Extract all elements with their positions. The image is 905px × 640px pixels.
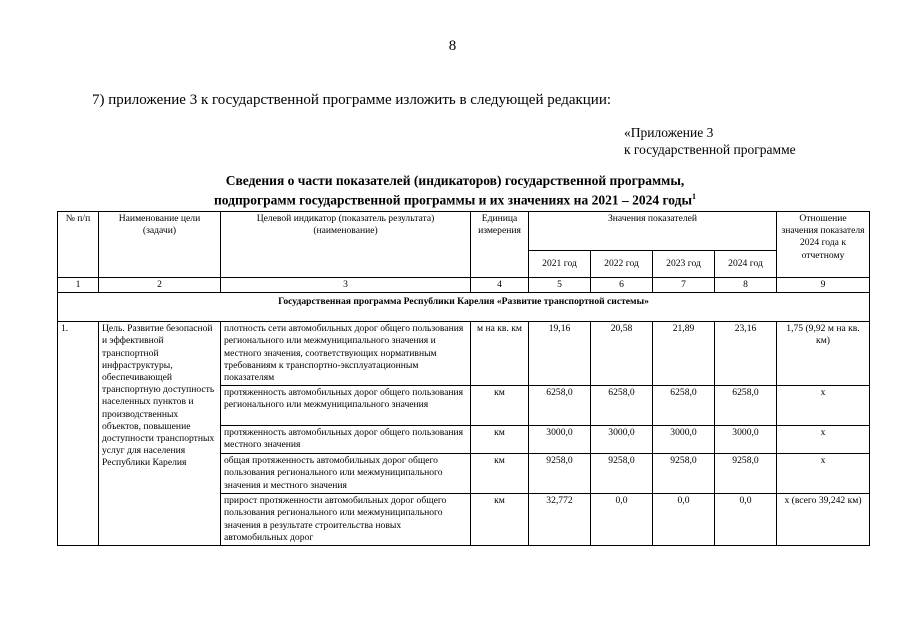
header-2024: 2024 год [715, 251, 777, 278]
header-row-1 [58, 212, 870, 251]
header-goal: Наименование цели (задачи) [99, 212, 221, 278]
goal-text: Цель. Развитие безопасной и эффективной транспортной инфраструктуры, обеспечивающей транспортную доступность населенных пунктов и производственных объектов, повышение доступности транспортных услуг для населения Республики Карелия [99, 322, 221, 546]
column-number: 2 [99, 278, 221, 293]
column-number: 9 [777, 278, 870, 293]
ratio-cell: х (всего 39,242 км) [777, 494, 870, 546]
unit-cell: м на кв. км [471, 322, 529, 386]
header-ratio: Отношение значения показателя 2024 года к отчетному [777, 212, 870, 278]
header-unit: Единица измерения [471, 212, 529, 278]
unit-cell: км [471, 386, 529, 426]
value-2021: 6258,0 [529, 386, 591, 426]
value-2023: 3000,0 [653, 426, 715, 454]
value-2021: 32,772 [529, 494, 591, 546]
table-title [60, 173, 850, 209]
table-title-line2-text: подпрограмм государственной программы и их значениях на 2021 – 2024 годы [214, 192, 692, 208]
value-2023: 21,89 [653, 322, 715, 386]
header-values: Значения показателей [529, 212, 777, 251]
ratio-cell: х [777, 386, 870, 426]
row-number: 1. [58, 322, 99, 546]
value-2021: 19,16 [529, 322, 591, 386]
column-numbers-row [58, 278, 870, 293]
table-title-line1: Сведения о части показателей (индикаторов) государственной программы, [225, 173, 685, 188]
column-number: 6 [591, 278, 653, 293]
column-number: 3 [221, 278, 471, 293]
value-2022: 9258,0 [591, 454, 653, 494]
page-number: 8 [448, 38, 457, 54]
value-2024: 9258,0 [715, 454, 777, 494]
column-number: 1 [58, 278, 99, 293]
footnote-mark: 1 [691, 192, 696, 201]
header-2021: 2021 год [529, 251, 591, 278]
appendix-label-line2: к государственной программе [624, 142, 796, 157]
value-2024: 0,0 [715, 494, 777, 546]
value-2021: 9258,0 [529, 454, 591, 494]
value-2022: 3000,0 [591, 426, 653, 454]
unit-cell: км [471, 454, 529, 494]
value-2022: 0,0 [591, 494, 653, 546]
unit-cell: км [471, 494, 529, 546]
header-2022: 2022 год [591, 251, 653, 278]
indicator-name: прирост протяженности автомобильных дорог общего пользования регионального или межмуниципального значения в результате строительства новых автомобильных дорог [221, 494, 471, 546]
indicator-name: протяженность автомобильных дорог общего пользования местного значения [221, 426, 471, 454]
indicators-table [57, 211, 870, 546]
header-2023: 2023 год [653, 251, 715, 278]
header-indicator: Целевой индикатор (показатель результата) (наименование) [221, 212, 471, 278]
value-2022: 20,58 [591, 322, 653, 386]
appendix-label-line1: «Приложение 3 [624, 125, 714, 140]
indicator-name: плотность сети автомобильных дорог общего пользования регионального или межмуниципального значения и местного значения, соответствующих нормативным требованиям к транспортно-эксплуатационным показателям [221, 322, 471, 386]
ratio-cell: 1,75 (9,92 м на кв. км) [777, 322, 870, 386]
value-2024: 3000,0 [715, 426, 777, 454]
unit-cell: км [471, 426, 529, 454]
indicator-name: протяженность автомобильных дорог общего пользования регионального или межмуниципального значения [221, 386, 471, 426]
value-2023: 0,0 [653, 494, 715, 546]
section-title: Государственная программа Республики Карелия «Развитие транспортной системы» [58, 293, 870, 322]
value-2024: 23,16 [715, 322, 777, 386]
value-2021: 3000,0 [529, 426, 591, 454]
column-number: 5 [529, 278, 591, 293]
value-2023: 6258,0 [653, 386, 715, 426]
value-2023: 9258,0 [653, 454, 715, 494]
value-2022: 6258,0 [591, 386, 653, 426]
table-title-line2 [60, 189, 850, 209]
column-number: 8 [715, 278, 777, 293]
ratio-cell: х [777, 454, 870, 494]
intro-paragraph: 7) приложение 3 к государственной программе изложить в следующей редакции: [92, 92, 612, 108]
value-2024: 6258,0 [715, 386, 777, 426]
table-row [58, 322, 870, 386]
column-number: 7 [653, 278, 715, 293]
section-row [58, 293, 870, 322]
ratio-cell: х [777, 426, 870, 454]
indicator-name: общая протяженность автомобильных дорог общего пользования регионального или межмуниципального значения и местного значения [221, 454, 471, 494]
column-number: 4 [471, 278, 529, 293]
appendix-label [624, 124, 796, 158]
header-num: № п/п [58, 212, 99, 278]
